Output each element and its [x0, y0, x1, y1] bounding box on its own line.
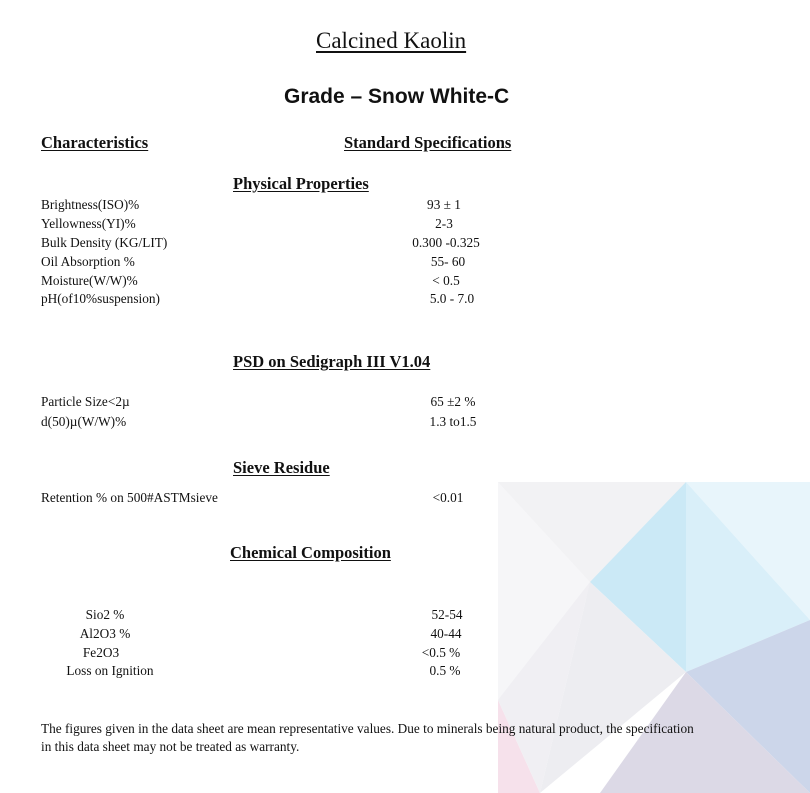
chemical-label: Loss on Ignition — [66, 663, 154, 678]
property-label: Moisture(W/W)% — [41, 273, 138, 288]
sieve-residue-heading: Sieve Residue — [233, 458, 330, 477]
property-label: Yellowness(YI)% — [41, 216, 136, 231]
property-value: 55- 60 — [430, 254, 466, 269]
psd-label: d(50)µ(W/W)% — [41, 414, 127, 429]
property-label: Oil Absorption % — [41, 254, 135, 269]
property-label: Bulk Density (KG/LIT) — [41, 235, 168, 250]
grade-heading: Grade – Snow White-C — [284, 85, 510, 108]
document-title: Calcined Kaolin — [316, 28, 467, 53]
chemical-label: Al2O3 % — [79, 626, 131, 641]
property-label: pH(of10%suspension) — [41, 291, 160, 306]
chemical-value: 52-54 — [431, 607, 463, 622]
psd-value: 1.3 to1.5 — [429, 414, 477, 429]
property-value: 2-3 — [435, 216, 453, 231]
property-value: 93 ± 1 — [427, 197, 461, 212]
psd-value: 65 ±2 % — [430, 394, 476, 409]
sieve-value: <0.01 — [432, 490, 464, 505]
property-label: Brightness(ISO)% — [41, 197, 140, 212]
physical-properties-heading: Physical Properties — [233, 174, 369, 193]
chemical-label: Sio2 % — [85, 607, 125, 622]
chemical-value: 40-44 — [430, 626, 462, 641]
psd-heading: PSD on Sedigraph III V1.04 — [233, 352, 431, 371]
property-value: 0.300 -0.325 — [412, 235, 480, 250]
psd-label: Particle Size<2µ — [41, 394, 130, 409]
chemical-value: <0.5 % — [421, 645, 461, 660]
footer-disclaimer: The figures given in the data sheet are mean representative values. Due to minerals being natural product, the specification in this data sheet may not be treated as warranty. — [41, 721, 694, 754]
specifications-column-heading: Standard Specifications — [344, 133, 512, 152]
property-value: 5.0 - 7.0 — [429, 291, 475, 306]
property-value: < 0.5 — [432, 273, 460, 288]
sieve-label: Retention % on 500#ASTMsieve — [41, 490, 218, 505]
chemical-value: 0.5 % — [429, 663, 461, 678]
chemical-label: Fe2O3 — [82, 645, 120, 660]
characteristics-column-heading: Characteristics — [41, 133, 149, 152]
chemical-composition-heading: Chemical Composition — [230, 543, 391, 562]
